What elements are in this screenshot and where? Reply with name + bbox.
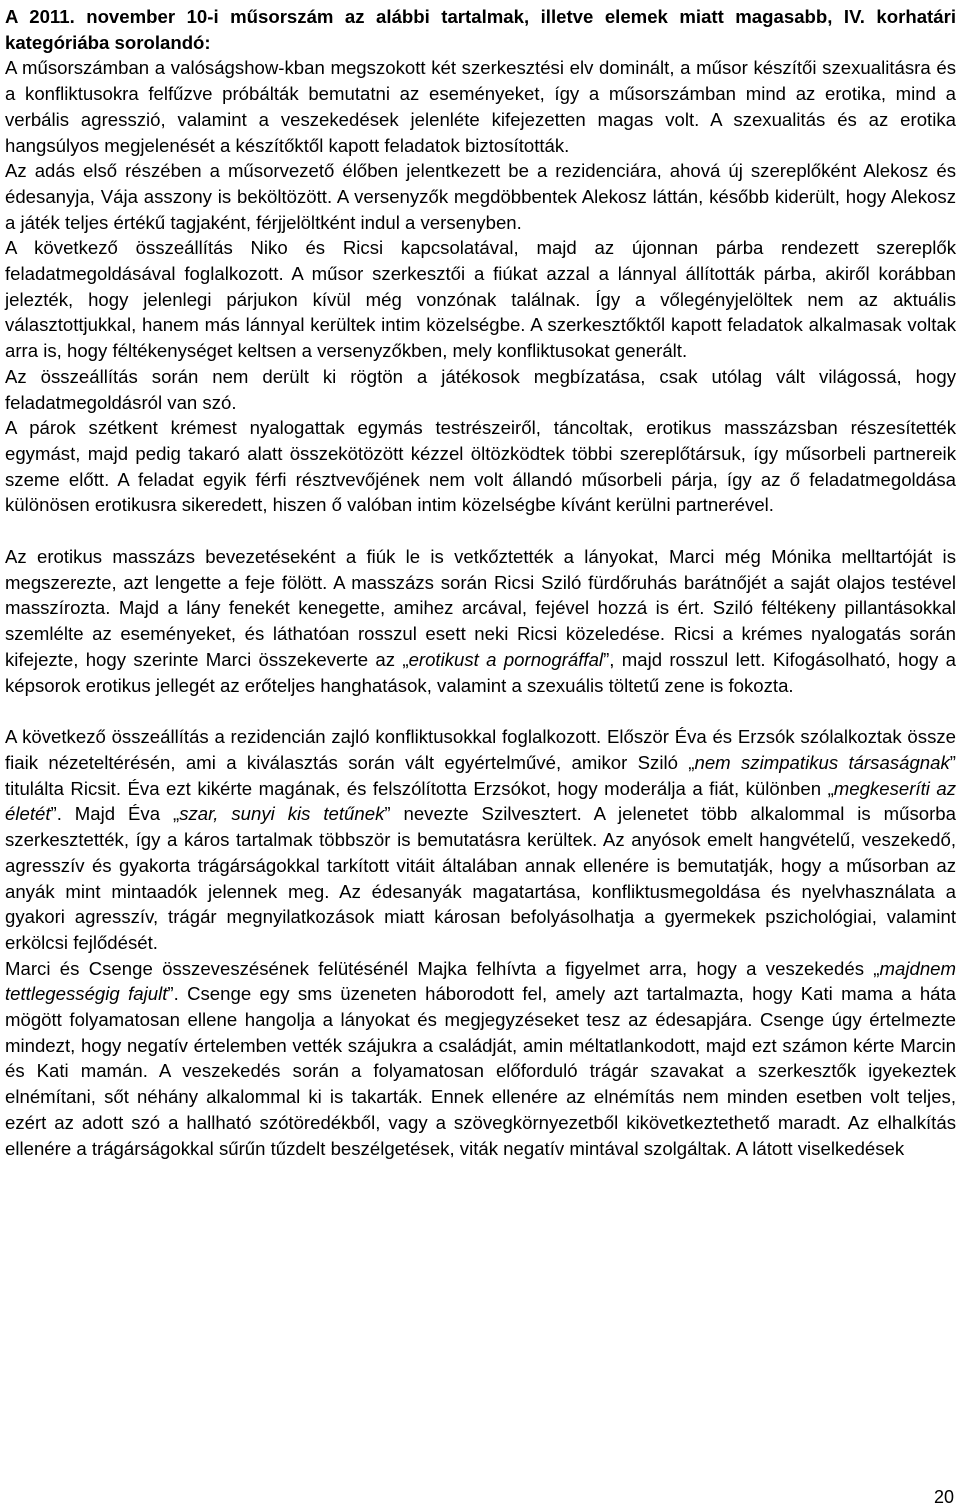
quoted-phrase: szar, sunyi kis tetűnek xyxy=(179,803,385,825)
paragraph: A következő összeállítás Niko és Ricsi kapcsolatával, majd az újonnan párba rendezett szereplők feladatmegoldásával foglalkozott. A műsor szerkesztői a fiúkat azzal a lánnyal állították párba, akiről korábban jelezték, hogy jelenlegi párjukon kívül még vonzónak találnak. Így a vőlegényjelöltek nem az aktuális választottjukkal, hanem más lánnyal kerültek intim közelségbe. A szerkesztőktől kapott feladatok alkalmasak voltak arra is, hogy féltékenységet keltsen a versenyzőkben, mely konfliktusokat generált. xyxy=(5,237,956,362)
paragraph xyxy=(5,724,956,955)
quoted-phrase: megkeseríti az életét xyxy=(5,777,956,825)
quoted-phrase: erotikust a pornográffal xyxy=(408,648,604,670)
paragraph: A műsorszámban a valóságshow-kban megszokott két szerkesztési elv dominált, a műsor készítői szexualitásra és a konfliktusokra felfűzve próbálták bemutatni az eseményeket, így a műsorszámban mind az erotika, mind a verbális agresszió, valamint a veszekedések jelenléte kifejezetten magas volt. A szexualitás és az erotika hangsúlyos megjelenését a készítőktől kapott feladatok biztosították. xyxy=(5,57,956,156)
text-run: ”. Majd Éva „ xyxy=(50,803,180,825)
section-heading: A 2011. november 10-i műsorszám az alábbi tartalmak, illetve elemek miatt magasabb, IV. korhatári kategóriába sorolandó: xyxy=(5,6,956,53)
text-run: ” nevezte Szilvesztert. A jelenetet több alkalommal is műsorba szerkesztették, így a káros tartalmak többször is bemutatásra kerültek. Az anyósok emelt hangvételű, veszekedő, agresszív és gyakorta trágárságokkal tarkított vitáit általában annak ellenére is bemutatják, hogy a műsorban az anyák mint mintaadók jelennek meg. Az édesanyák magatartása, konfliktusmegoldása és nyelvhasználata a gyakori agresszív, trágár megnyilatkozások miatt károsan befolyásolhatja a gyermekek pszichológiai, valamint erkölcsi fejlődését. xyxy=(5,803,956,953)
quoted-phrase: majdnem tettlegességig fajult xyxy=(5,957,956,1005)
text-run: Az erotikus masszázs bevezetéseként a fiúk le is vetkőztették a lányokat, Marci még Mónika melltartóját is megszerezte, azt lengette a feje fölött. A masszázs során Ricsi Sziló fürdőruhás barátnőjét a saját olajos testével masszírozta. Majd a lány fenekét kenegette, amihez arcával, fejével hozzá is ért. Sziló féltékeny pillantásokkal szemlélte az eseményeket, és láthatóan rosszul esett neki Ricsi közeledése. Ricsi a krémes nyalogatás során kifejezte, hogy szerinte Marci összekeverte az „ xyxy=(5,546,956,670)
paragraph: Az adás első részében a műsorvezető élőben jelentkezett be a rezidenciára, ahová új szereplőként Alekosz és édesanyja, Vája asszony is beköltözött. A versenyzők megdöbbentek Alekosz láttán, később kiderült, hogy Alekosz a játék teljes értékű tagjaként, férjjelöltként indul a versenyben. xyxy=(5,160,956,233)
paragraph-gap xyxy=(5,518,956,544)
text-run: A következő összeállítás a rezidencián zajló konfliktusokkal foglalkozott. Először Éva és Erzsók szólalkoztak össze fiaik nézeteltérésén, ami a kiválasztás során vált egyértelművé, amikor Sziló „ xyxy=(5,726,956,773)
text-run: Marci és Csenge összeveszésének felütésénél Majka felhívta a figyelmet arra, hogy a veszekedés „ xyxy=(5,957,880,979)
paragraph xyxy=(5,956,956,1162)
paragraph-gap xyxy=(5,698,956,724)
paragraph: Az összeállítás során nem derült ki rögtön a játékosok megbízatása, csak utólag vált világossá, hogy feladatmegoldásról van szó. xyxy=(5,365,956,413)
paragraph xyxy=(5,544,956,698)
text-run: ”, majd rosszul lett. Kifogásolható, hogy a képsorok erotikus jellegét az erőteljes hanghatások, valamint a szexuális töltetű zene is fokozta. xyxy=(5,648,957,696)
quoted-phrase: nem szimpatikus társaságnak xyxy=(694,751,950,773)
text-run: ” titulálta Ricsit. Éva ezt kikérte magának, és felszólította Erzsókot, hogy moderálja a fiát, különben „ xyxy=(5,751,956,799)
page-number: 20 xyxy=(933,1487,954,1507)
paragraph: A párok szétkent krémest nyalogattak egymás testrészeiről, táncoltak, erotikus masszázsban részesítették egymást, majd pedig takaró alatt összekötözött kézzel öltözködtek többi szereplőtársuk, így műsorbeli partnereik szeme előtt. A feladat egyik férfi résztvevőjének nem volt állandó műsorbeli párja, így az ő feladatmegoldása különösen erotikusra sikeredett, hiszen ő valóban intim közelségbe kívánt kerülni partnerével. xyxy=(5,417,956,516)
text-run: ”. Csenge egy sms üzeneten háborodott fel, amely azt tartalmazta, hogy Kati mama a háta mögött folyamatosan ellene hangolja a lányokat és megjegyzéseket tesz az édesapjára. Csenge úgy értelmezte mindezt, hogy negatív értelemben vették szájukra a családját, amin méltatlankodott, majd ezt számon kérte Marcin és Kati mamán. A veszekedés során a folyamatosan előforduló trágár szavakat a szerkesztők igyekeztek elnémítani, sőt néhány alkalommal ki is takarták. Ennek ellenére az elnémítás nem minden esetben volt teljes, ezért az adott szó a hallható szótöredékből, vagy a szövegkörnyezetből kikövetkeztethető maradt. Az elhalkítás ellenére a trágárságokkal sűrűn tűzdelt beszélgetések, viták negatív mintával szolgáltak. A látott viselkedések xyxy=(5,983,957,1159)
